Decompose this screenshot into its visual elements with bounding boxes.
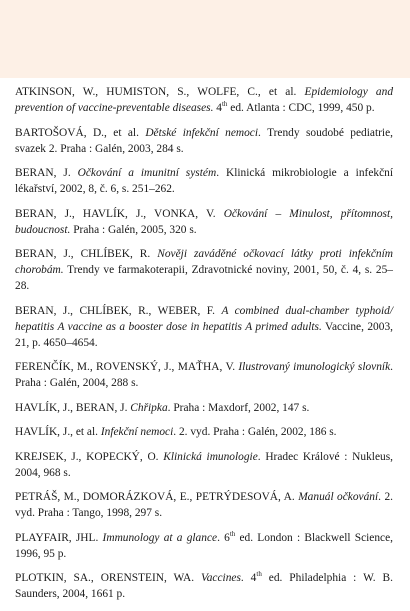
reference-details: Praha : Galén, 2005, 320 s. bbox=[70, 223, 197, 236]
reference-details: . 2. vyd. Praha : Galén, 2002, 186 s. bbox=[173, 426, 337, 438]
reference-item bbox=[15, 84, 393, 116]
reference-authors: BERAN, J., CHLÍBEK, R., WEBER, F. bbox=[15, 304, 222, 317]
reference-details: . Praha : Galén, 2004, 288 s. bbox=[15, 361, 394, 389]
reference-edition-suffix: th bbox=[256, 570, 262, 579]
reference-title: Immunology at a glance bbox=[102, 531, 218, 544]
reference-edition-suffix: th bbox=[229, 529, 236, 538]
reference-details: . Hradec Králové : Nukleus, 2004, 968 s. bbox=[15, 450, 393, 479]
reference-details: . Klinická mikrobiologie a infekční lékařství, 2002, 8, č. 6, s. 251–262. bbox=[15, 167, 393, 195]
reference-authors: PLOTKIN, SA., ORENSTEIN, WA. bbox=[15, 572, 202, 584]
reference-details: ed. Atlanta : CDC, 1999, 450 p. bbox=[227, 102, 375, 114]
reference-authors: BARTOŠOVÁ, D., et al. bbox=[15, 126, 146, 139]
reference-edition: 4 bbox=[213, 102, 222, 114]
reference-authors: PETRÁŠ, M., DOMORÁZKOVÁ, E., PETRÝDESOVÁ, A. bbox=[15, 491, 299, 503]
reference-title: Chřipka bbox=[130, 401, 168, 414]
reference-title: Manuál očkování bbox=[298, 491, 379, 503]
reference-item bbox=[15, 359, 393, 391]
reference-item bbox=[15, 400, 393, 416]
reference-item bbox=[15, 206, 393, 238]
reference-item bbox=[15, 303, 393, 351]
reference-item bbox=[15, 246, 393, 294]
reference-item bbox=[15, 125, 393, 157]
reference-authors: HAVLÍK, J., et al. bbox=[15, 426, 101, 438]
reference-title: Infekční nemoci bbox=[100, 426, 174, 438]
reference-list bbox=[15, 84, 393, 611]
reference-item bbox=[15, 530, 393, 562]
reference-title: Ilustrovaný imunologický slovník bbox=[238, 361, 391, 373]
reference-title: Očkování a imunitní systém bbox=[77, 167, 217, 179]
reference-authors: ATKINSON, W., HUMISTON, S., WOLFE, C., et al. bbox=[15, 86, 305, 98]
reference-details: . Trendy soudobé pediatrie, svazek 2. Praha : Galén, 2003, 284 s. bbox=[15, 126, 393, 155]
reference-title: Nověji zaváděné očkovací látky proti infekčním chorobám. bbox=[15, 248, 393, 276]
reference-authors: BERAN, J. bbox=[15, 167, 78, 179]
reference-title: Epidemiology and prevention of vaccine-preventable diseases. bbox=[15, 86, 394, 114]
reference-details: Vaccine, 2003, 21, p. 4650–4654. bbox=[15, 320, 393, 349]
reference-title: Dětské infekční nemoci bbox=[145, 126, 259, 139]
reference-item bbox=[15, 570, 393, 602]
reference-item bbox=[15, 424, 393, 440]
reference-authors: FERENČÍK, M., ROVENSKÝ, J., MAŤHA, V. bbox=[15, 361, 239, 373]
reference-title: Očkování – Minulost, přítomnost, budoucnost. bbox=[15, 207, 393, 236]
reference-edition: . 4 bbox=[240, 572, 257, 584]
reference-authors: BERAN, J., CHLÍBEK, R. bbox=[15, 248, 158, 260]
reference-authors: KREJSEK, J., KOPECKÝ, O. bbox=[15, 450, 164, 463]
reference-details: ed. Philadelphia : W. B. Saunders, 2004, 1661 p. bbox=[15, 572, 394, 600]
reference-details: ed. London : Blackwell Science, 1996, 95 p. bbox=[15, 531, 394, 560]
reference-authors: BERAN, J., HAVLÍK, J., VONKA, V. bbox=[15, 207, 224, 220]
reference-details: . 2. vyd. Praha : Tango, 1998, 297 s. bbox=[15, 491, 393, 519]
reference-authors: PLAYFAIR, JHL. bbox=[15, 531, 103, 544]
reference-item bbox=[15, 449, 393, 481]
reference-item bbox=[15, 489, 393, 521]
reference-title: Klinická imunologie bbox=[163, 450, 258, 463]
reference-title: A combined dual-chamber typhoid/ hepatitis A vaccine as a booster dose in hepatitis A primed adults. bbox=[15, 304, 393, 333]
header-band bbox=[0, 0, 410, 78]
reference-edition: . 6 bbox=[217, 531, 230, 544]
reference-item bbox=[15, 165, 393, 197]
reference-edition-suffix: th bbox=[221, 100, 228, 109]
reference-authors: HAVLÍK, J., BERAN, J. bbox=[15, 401, 131, 414]
reference-details: . Praha : Maxdorf, 2002, 147 s. bbox=[167, 401, 310, 414]
reference-title: Vaccines bbox=[201, 572, 241, 584]
reference-details: Trendy ve farmakoterapii, Zdravotnické noviny, 2001, 50, č. 4, s. 25–28. bbox=[15, 264, 393, 292]
